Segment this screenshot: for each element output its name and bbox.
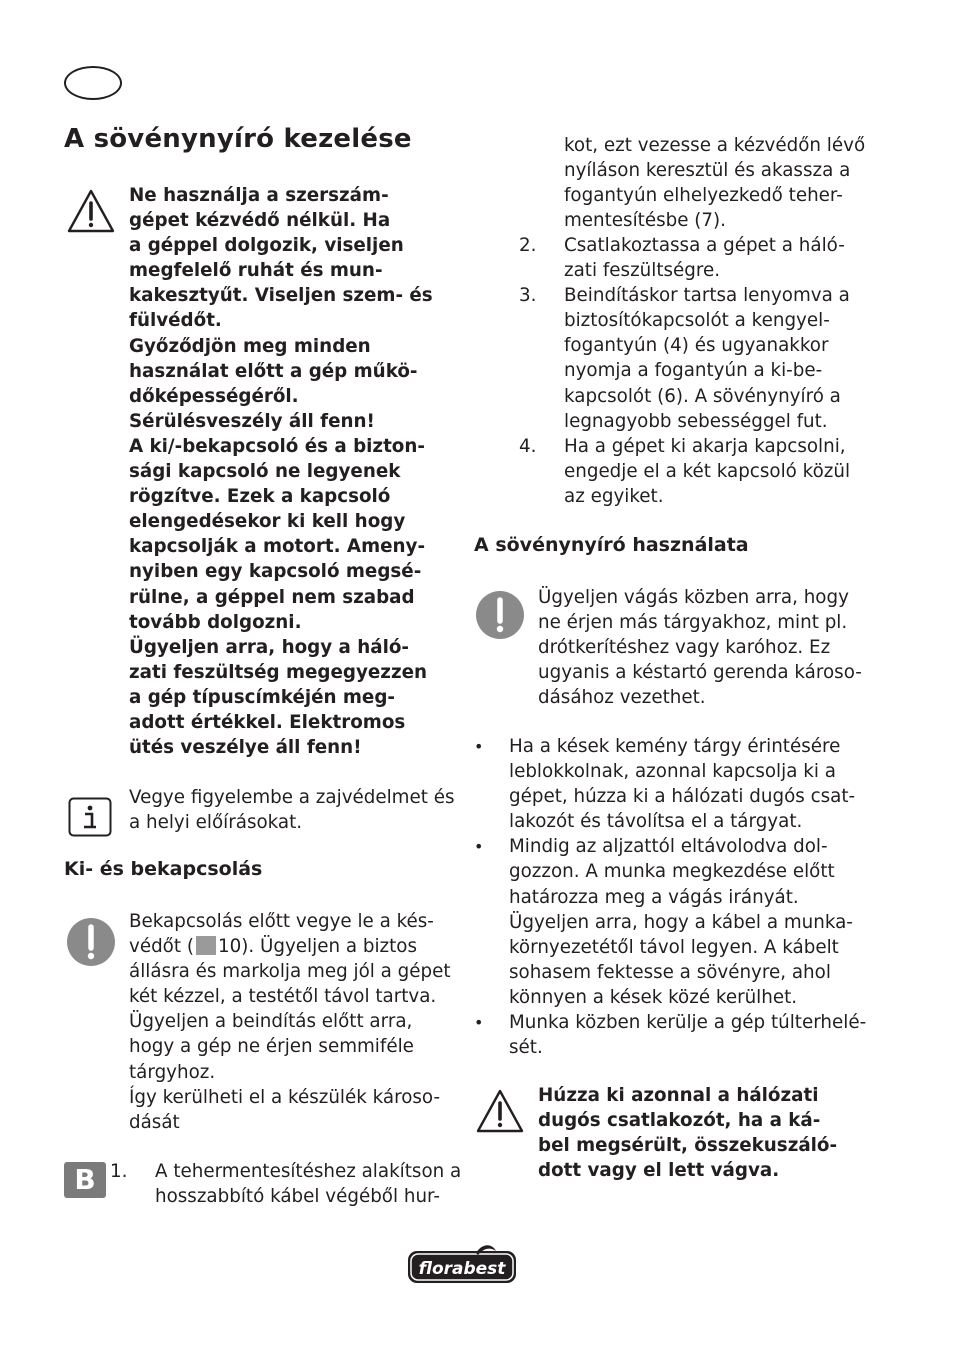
figure-ref-icon (196, 936, 216, 955)
steps-list (519, 233, 879, 509)
warning1-line: rülne, a géppel nem szabad (129, 586, 415, 608)
step-number: 3. (519, 285, 537, 307)
warning1-line: a géppel dolgozik, viseljen (129, 235, 404, 257)
bullet-line: Mindig az aljzattól eltávolodva dol- (509, 836, 828, 858)
list-item (519, 233, 879, 283)
caution1-line (129, 934, 451, 959)
caution-text-2 (538, 585, 862, 710)
list-item (474, 734, 874, 834)
bullet-line: Ügyeljen arra, hogy a kábel a munka- (509, 911, 853, 933)
bullet-list (474, 734, 874, 1060)
exclamation-circle-icon (66, 917, 116, 967)
bullet-line: könnyen a kések közé kerülhet. (509, 986, 798, 1008)
caution1-line: két kézzel, a testétől távol tartva. (129, 986, 437, 1008)
warning-triangle-icon (66, 188, 116, 234)
step-line: kapcsolót (6). A sövénynyíró a (564, 385, 841, 407)
bullet-line: Munka közben kerülje a gép túlterhelé- (509, 1012, 867, 1034)
list-item (474, 834, 874, 1010)
bullet-line: sohasem fektesse a sövényre, ahol (509, 961, 831, 983)
warning1-line: megfelelő ruhát és mun- (129, 260, 383, 282)
bullet-marker: • (474, 837, 484, 857)
exclamation-circle-icon (475, 590, 525, 640)
warning1-line: nyiben egy kapcsoló megsé- (129, 561, 422, 583)
caution1-line: hogy a gép ne érjen semmiféle (129, 1036, 414, 1058)
step1-continuation-line: fogantyún elhelyezkedő teher- (564, 185, 843, 207)
figure-badge-b: B (64, 1162, 106, 1198)
warning1-line: Ügyeljen arra, hogy a háló- (129, 636, 409, 658)
warning1-line: kakesztyűt. Viseljen szem- és (129, 285, 433, 307)
step1-line: A tehermentesítéshez alakítson a (155, 1161, 462, 1182)
caution2-line: ugyanis a késtartó gerenda károso- (538, 662, 862, 684)
bullet-line: határozza meg a vágás irányát. (509, 886, 799, 908)
page-title: A sövénynyíró kezelése (64, 124, 412, 154)
warning2-line: dugós csatlakozót, ha a ká- (538, 1110, 821, 1132)
step-number: 4. (519, 435, 537, 457)
section-heading-use: A sövénynyíró használata (474, 534, 749, 556)
step1-continuation-line: nyíláson keresztül és akassza a (564, 160, 851, 182)
step-line: engedje el a két kapcsoló közül (564, 460, 851, 482)
info-line: a helyi előírásokat. (129, 812, 303, 834)
step-line: legnagyobb sebességgel fut. (564, 410, 828, 432)
section-heading-switch: Ki- és bekapcsolás (64, 858, 263, 880)
step-line: fogantyún (4) és ugyanakkor (564, 335, 829, 357)
bullet-line: sét. (509, 1037, 543, 1059)
list-item (519, 283, 879, 434)
warning2-line: dott vagy el lett vágva. (538, 1160, 780, 1182)
list-item (474, 1010, 874, 1060)
bullet-line: Ha a kések kemény tárgy érintésére (509, 736, 841, 757)
warning1-line: adott értékkel. Elektromos (129, 711, 406, 733)
step-line: Ha a gépet ki akarja kapcsolni, (564, 435, 846, 457)
info-icon (68, 797, 112, 837)
warning1-line: sági kapcsoló ne legyenek (129, 461, 401, 483)
info-text (129, 785, 455, 835)
warning2-line: bel megsérült, összekuszáló- (538, 1135, 838, 1157)
warning1-line: A ki/-bekapcsoló és a bizton- (129, 435, 425, 457)
warning1-line: tovább dolgozni. (129, 611, 302, 633)
warning-text-1 (129, 183, 433, 760)
step-number: 1. (110, 1161, 128, 1182)
bullet-line: lakozót és távolítsa el a tárgyat. (509, 811, 803, 833)
bullet-marker: • (474, 737, 484, 756)
warning1-line: elengedésekor ki kell hogy (129, 511, 406, 533)
caution1-line: Így kerülheti el a készülék károso- (129, 1086, 441, 1108)
bullet-line: gozzon. A munka megkezdése előtt (509, 861, 835, 883)
caution-text-1 (129, 909, 451, 1135)
caution2-line: dásához vezethet. (538, 687, 706, 709)
info-line: Vegye figyelembe a zajvédelmet és (129, 787, 455, 808)
warning1-line: rögzítve. Ezek a kapcsoló (129, 486, 391, 508)
bullet-line: leblokkolnak, azonnal kapcsolja ki a (509, 761, 836, 783)
caution2-line: drótkerítéshez vagy karóhoz. Ez (538, 637, 831, 659)
step-line: nyomja a fogantyún a ki-be- (564, 360, 823, 382)
warning-triangle-icon (475, 1088, 525, 1134)
warning2-line: Húzza ki azonnal a hálózati (538, 1085, 819, 1106)
step1-continuation-line: mentesítésbe (7). (564, 210, 726, 232)
caution1-line: Bekapcsolás előtt vegye le a kés- (129, 911, 434, 932)
step-line: Csatlakoztassa a gépet a háló- (564, 235, 845, 256)
caution1-text: 10). Ügyeljen a biztos (217, 936, 418, 958)
florabest-logo (406, 1245, 518, 1287)
caution1-line: tárgyhoz. (129, 1061, 216, 1083)
caution1-line: állásra és markolja meg jól a gépet (129, 961, 451, 983)
caution2-line: ne érjen más tárgyakhoz, mint pl. (538, 612, 848, 634)
caution1-line: Ügyeljen a beindítás előtt arra, (129, 1011, 413, 1033)
warning1-line: használat előtt a gép műkö- (129, 360, 418, 382)
bullet-line: gépet, húzza ki a hálózati dugós csat- (509, 786, 856, 808)
bullet-line: környezetétől távol legyen. A kábelt (509, 936, 839, 958)
caution1-line: dását (129, 1111, 180, 1133)
step-1-continuation (564, 133, 865, 233)
caution2-line: Ügyeljen vágás közben arra, hogy (538, 587, 849, 608)
warning1-line: kapcsolják a motort. Ameny- (129, 536, 426, 558)
logo-text: florabest (418, 1259, 506, 1279)
step-line: Beindításkor tartsa lenyomva a (564, 285, 850, 307)
step1-continuation-line: kot, ezt vezesse a kézvédőn lévő (564, 135, 866, 156)
step-line: biztosítókapcsolót a kengyel- (564, 310, 830, 332)
warning1-line: dőképességéről. (129, 385, 299, 407)
warning1-line: gépet kézvédő nélkül. Ha (129, 210, 391, 232)
warning-text-2 (538, 1083, 837, 1183)
language-oval (64, 66, 122, 100)
warning1-line: Sérülésveszély áll fenn! (129, 410, 375, 432)
warning1-line: a gép típuscímkéjén meg- (129, 686, 396, 708)
warning1-line: fülvédőt. (129, 310, 222, 332)
step-1-left (110, 1159, 462, 1209)
caution1-text: védőt ( (129, 936, 194, 958)
warning1-line: Ne használja a szerszám- (129, 185, 389, 206)
warning1-line: ütés veszélye áll fenn! (129, 737, 362, 759)
step-line: az egyiket. (564, 485, 664, 507)
warning1-line: Győződjön meg minden (129, 335, 371, 357)
list-item (519, 434, 879, 509)
warning1-line: zati feszültség megegyezzen (129, 661, 427, 683)
list-item (110, 1159, 462, 1209)
step-number: 2. (519, 235, 537, 256)
step-line: zati feszültségre. (564, 260, 721, 282)
step1-line: hosszabbító kábel végéből hur- (155, 1186, 440, 1208)
bullet-marker: • (474, 1013, 484, 1033)
